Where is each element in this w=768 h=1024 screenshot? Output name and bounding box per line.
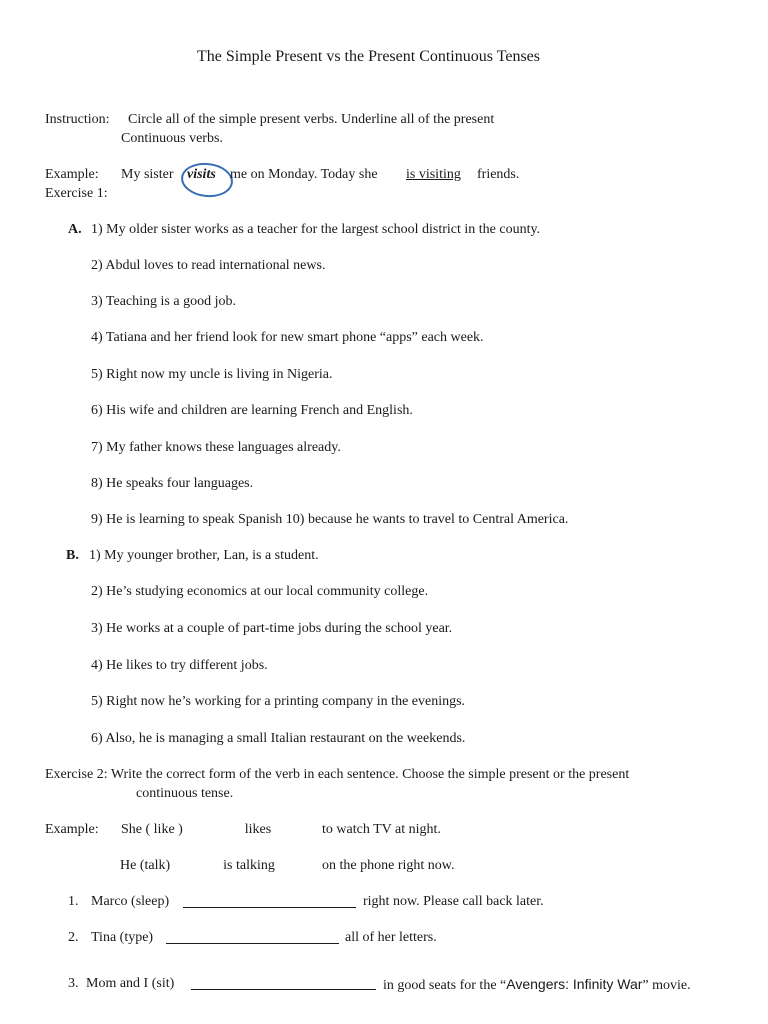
question-rest: all of her letters. — [345, 930, 437, 945]
answer-blank[interactable] — [183, 893, 356, 914]
example-2-row-1-answer — [200, 821, 316, 839]
example-underlined-verb: is visiting — [406, 167, 461, 182]
question-prompt: Marco (sleep) — [91, 894, 170, 909]
example-sentence-part-3: friends. — [477, 167, 520, 182]
example-2-row-2-answer — [180, 857, 318, 875]
section-a-item: 3) Teaching is a good job. — [91, 294, 236, 309]
section-b-item: 3) He works at a couple of part-time jobs during the school year. — [91, 621, 453, 636]
section-b-item: 5) Right now he’s working for a printing company in the evenings. — [91, 694, 466, 709]
example-2-row-1-rest: to watch TV at night. — [322, 822, 441, 837]
example-sentence-part-1: My sister — [121, 167, 174, 182]
movie-title: Avengers: Infinity War — [506, 976, 643, 992]
verb-circle-mark — [179, 160, 234, 199]
section-a-item: 1) My older sister works as a teacher for the largest school district in the county. — [91, 222, 541, 237]
example-2-row-2-rest: on the phone right now. — [322, 858, 455, 873]
section-b-letter: B. — [66, 548, 79, 563]
section-a-item: 4) Tatiana and her friend look for new smart phone “apps” each week. — [91, 330, 484, 345]
answer-blank[interactable] — [191, 975, 376, 996]
section-a-item: 7) My father knows these languages already. — [91, 440, 341, 455]
section-a-item: 9) He is learning to speak Spanish 10) because he wants to travel to Central America. — [91, 512, 569, 527]
answer-blank[interactable] — [166, 929, 339, 950]
question-prompt: Mom and I (sit) — [86, 976, 175, 991]
exercise-2-instruction-line-1: Exercise 2: Write the correct form of the verb in each sentence. Choose the simple present or the present — [45, 767, 630, 782]
question-number: 1. — [68, 894, 79, 909]
instruction-line-1: Circle all of the simple present verbs. Underline all of the present — [128, 112, 495, 127]
question-rest-text: in good seats for the “ — [383, 978, 507, 993]
question-rest-end: ” movie. — [642, 978, 691, 993]
example-2-row-1-prompt: She ( like ) — [121, 822, 183, 837]
instruction-label: Instruction: — [45, 112, 110, 127]
question-rest — [383, 975, 691, 995]
example-sentence-part-2: me on Monday. Today she — [230, 167, 378, 182]
example-2-label: Example: — [45, 822, 99, 837]
example-circled-verb: visits — [187, 167, 216, 182]
example-label: Example: — [45, 167, 99, 182]
question-number: 3. — [68, 976, 79, 991]
answer-text: likes — [244, 822, 272, 837]
question-rest: right now. Please call back later. — [363, 894, 544, 909]
section-b-item: 6) Also, he is managing a small Italian restaurant on the weekends. — [91, 731, 466, 746]
exercise-1-label: Exercise 1: — [45, 186, 108, 201]
section-a-item: 8) He speaks four languages. — [91, 476, 254, 491]
section-a-letter: A. — [68, 222, 82, 237]
section-b-item: 1) My younger brother, Lan, is a student. — [89, 548, 319, 563]
question-number: 2. — [68, 930, 79, 945]
section-a-item: 6) His wife and children are learning French and English. — [91, 403, 413, 418]
example-2-row-2-prompt: He (talk) — [120, 858, 171, 873]
section-a-item: 2) Abdul loves to read international news. — [91, 258, 326, 273]
section-a-item: 5) Right now my uncle is living in Nigeria. — [91, 367, 333, 382]
page-title: The Simple Present vs the Present Continuous Tenses — [197, 48, 540, 65]
instruction-line-2: Continuous verbs. — [121, 131, 223, 146]
question-prompt: Tina (type) — [91, 930, 154, 945]
exercise-2-instruction-line-2: continuous tense. — [136, 786, 234, 801]
section-b-item: 2) He’s studying economics at our local community college. — [91, 584, 429, 599]
answer-text: is talking — [223, 858, 275, 873]
section-b-item: 4) He likes to try different jobs. — [91, 658, 268, 673]
